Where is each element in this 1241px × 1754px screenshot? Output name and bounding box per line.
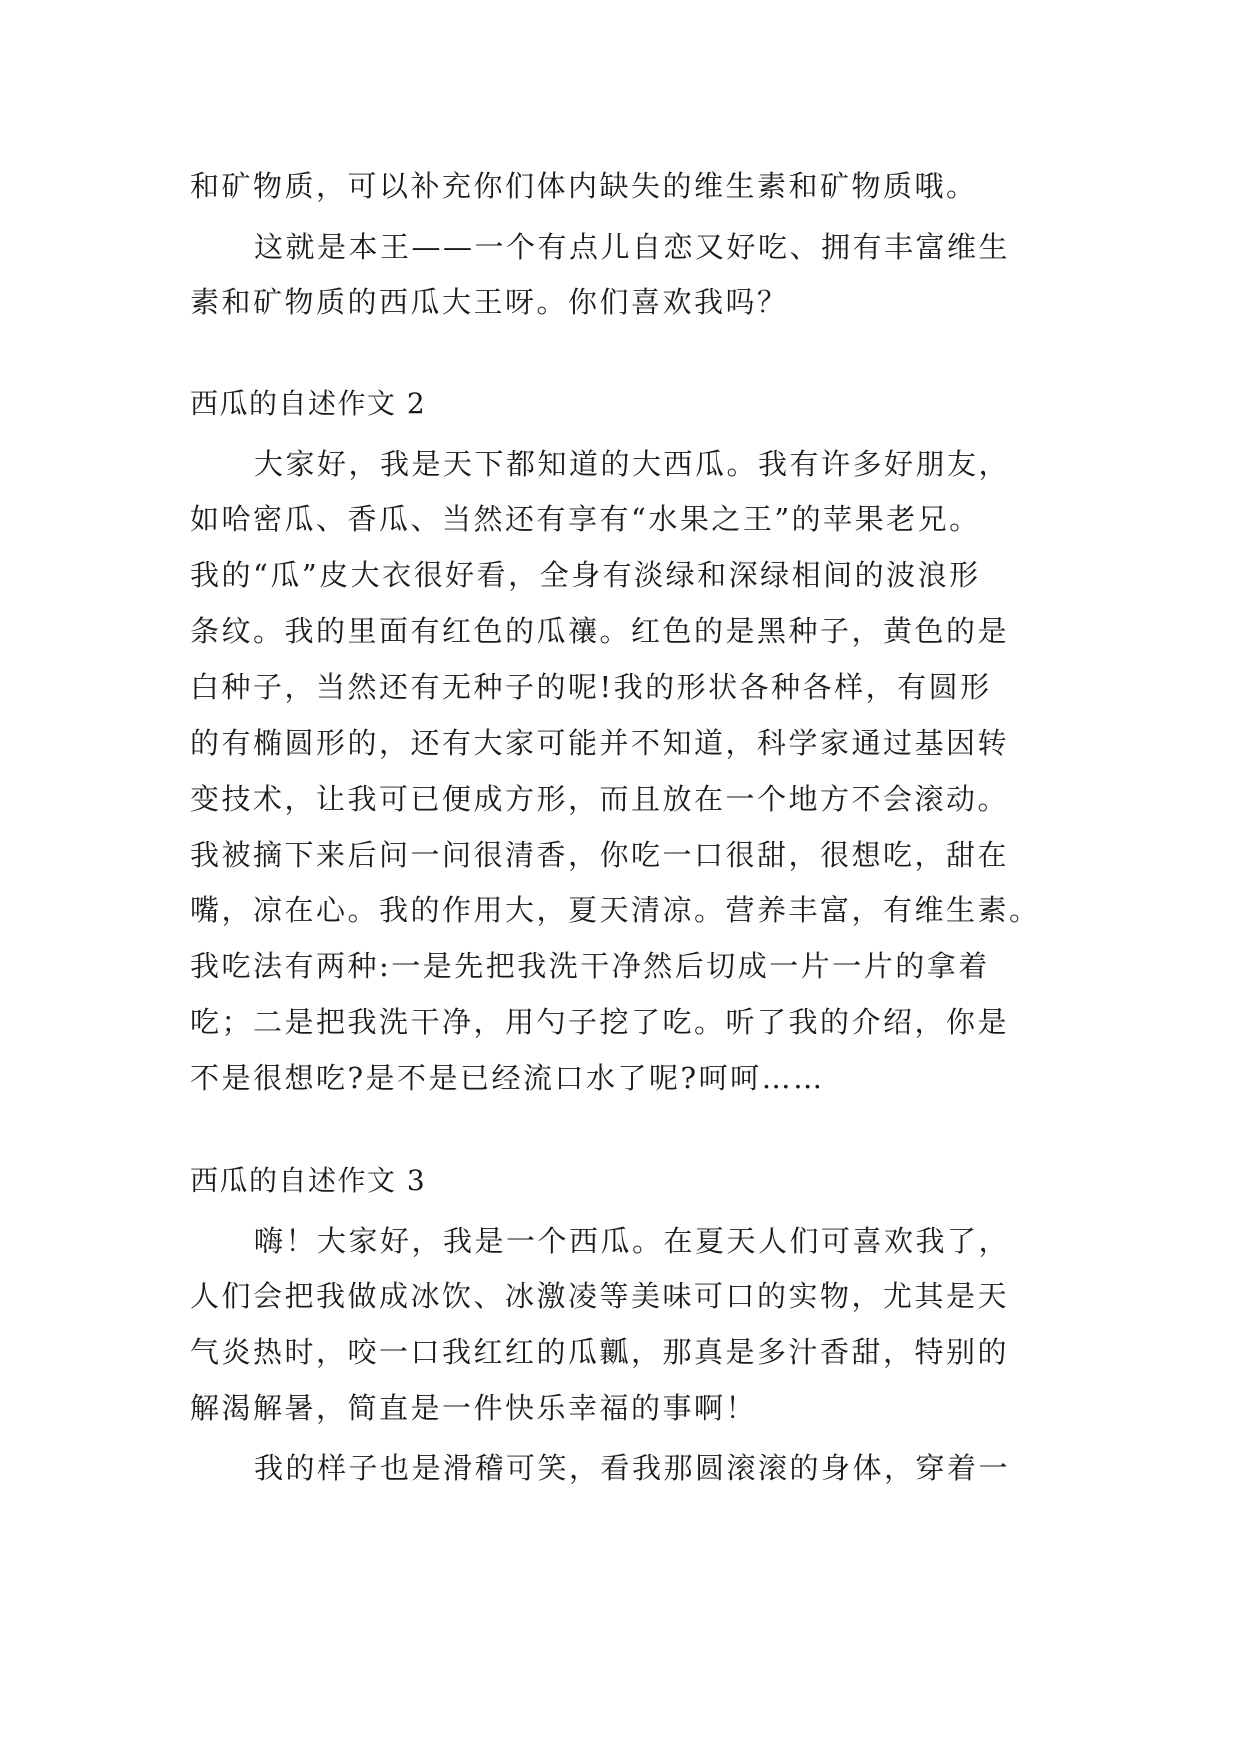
paragraph-line: 气炎热时，咬一口我红红的瓜瓤，那真是多汁香甜，特别的 <box>190 1335 1010 1369</box>
paragraph-line: 我的“瓜”皮大衣很好看，全身有淡绿和深绿相间的波浪形 <box>190 558 981 592</box>
section-heading: 西瓜的自述作文 2 <box>190 387 427 420</box>
paragraph-line: 嘴，凉在心。我的作用大，夏天清凉。营养丰富，有维生素。 <box>190 893 1041 927</box>
paragraph-line: 大家好，我是天下都知道的大西瓜。我有许多好朋友， <box>254 447 1011 481</box>
paragraph-line: 我的样子也是滑稽可笑，看我那圆滚滚的身体，穿着一 <box>254 1451 1011 1485</box>
paragraph-line: 嗨！大家好，我是一个西瓜。在夏天人们可喜欢我了， <box>254 1224 1011 1258</box>
paragraph-line: 人们会把我做成冰饮、冰激凌等美味可口的实物，尤其是天 <box>190 1279 1010 1313</box>
paragraph-line: 解渴解暑，简直是一件快乐幸福的事啊！ <box>190 1391 758 1425</box>
paragraph-line: 素和矿物质的西瓜大王呀。你们喜欢我吗？ <box>190 285 789 319</box>
paragraph-line: 我吃法有两种:一是先把我洗干净然后切成一片一片的拿着 <box>190 949 990 983</box>
section-heading: 西瓜的自述作文 3 <box>190 1164 427 1197</box>
paragraph-line: 和矿物质，可以补充你们体内缺失的维生素和矿物质哦。 <box>190 169 978 203</box>
paragraph-line: 我被摘下来后问一问很清香，你吃一口很甜，很想吃，甜在 <box>190 838 1010 872</box>
paragraph-line: 白种子，当然还有无种子的呢!我的形状各种各样，有圆形 <box>190 670 992 704</box>
paragraph-line: 吃；二是把我洗干净，用勺子挖了吃。听了我的介绍，你是 <box>190 1005 1010 1039</box>
paragraph-line: 条纹。我的里面有红色的瓜禳。红色的是黑种子，黄色的是 <box>190 614 1010 648</box>
paragraph-line: 变技术，让我可已便成方形，而且放在一个地方不会滚动。 <box>190 782 1010 816</box>
paragraph-line: 的有椭圆形的，还有大家可能并不知道，科学家通过基因转 <box>190 726 1010 760</box>
paragraph-line: 如哈密瓜、香瓜、当然还有享有“水果之王”的苹果老兄。 <box>190 502 981 536</box>
paragraph-line: 不是很想吃?是不是已经流口水了呢?呵呵…… <box>190 1061 825 1095</box>
paragraph-line: 这就是本王——一个有点儿自恋又好吃、拥有丰富维生 <box>254 230 1011 264</box>
